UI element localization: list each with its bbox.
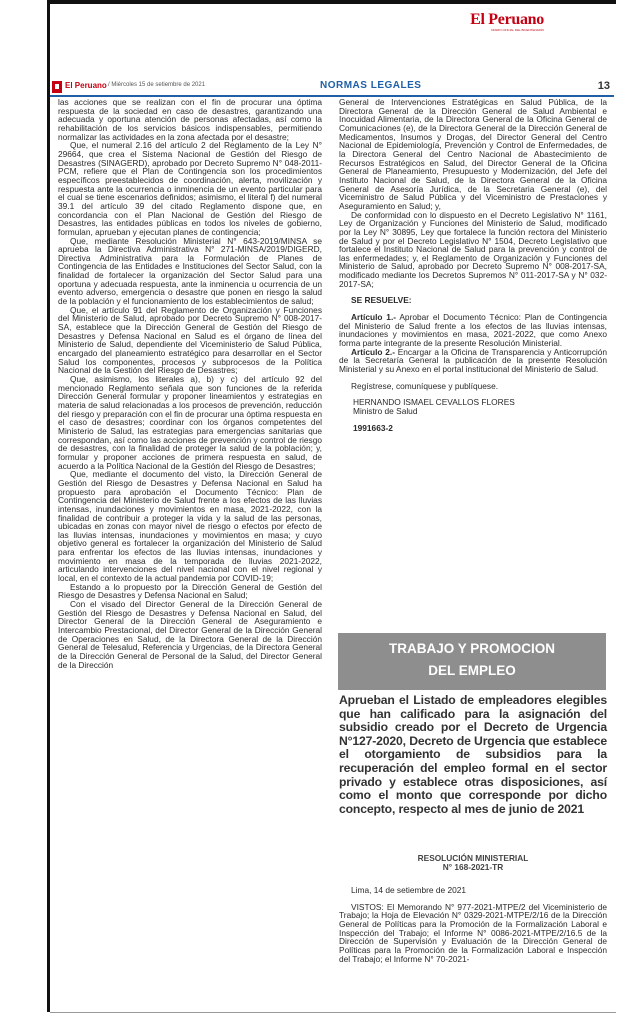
signer-title: Ministro de Salud [353,406,418,416]
left-border [47,0,50,1012]
resolution-title: RESOLUCIÓN MINISTERIAL [417,853,529,863]
article-text: Encargar a la Oficina de Transparencia y Anticorrupción de la Secretaría General la publicación de la presente Resolución Ministerial y su Anexo en el portal institucional del Ministerio de Salud. [339,346,608,375]
left-column [58,98,322,669]
paragraph: Que, mediante Resolución Ministerial N° 643-2019/MINSA se aprueba la Directiva Administrativa N° 271-MINSA/2019/DIGERD, Directiva Administrativa para la Formulación de Planes de Contingencia de las Entidades e Instituciones del Sector Salud, con la finalidad de fortalecer la organización del Sector Salud para una oportuna y adecuada respuesta, ante la inminencia u ocurrencia de un evento adverso, emergencia o desastre que ponen en riesgo la salud de la población y el funcionamiento de los establecimientos de salud; [58,235,322,307]
bottom-rule [50,1012,616,1013]
signer-name: HERNANDO ISMAEL CEVALLOS FLORES [353,397,515,408]
header-section: NORMAS LEGALES [320,80,422,91]
vistos-paragraph: VISTOS: El Memorando N° 977-2021-MTPE/2 del Viceministerio de Trabajo; la Hoja de Elevación N° 0329-2021-MTPE/2/16 de la Dirección General de Políticas para la Promoción de la Formalización Laboral e Inspección del Trabajo; el Informe N° 0086-2021-MTPE/2/16.5 de la Dirección de Supervisión y Evaluación de la Dirección General de Políticas para la Promoción de la Formalización Laboral e Inspección del Trabajo; el Informe N° 70-2021- [339,901,607,964]
paragraph: Que, el numeral 2.16 del artículo 2 del Reglamento de la Ley N° 29664, que crea el Sistema Nacional de Gestión del Riesgo de Desastres (SINAGERD), aprobado por Decreto Supremo N° 048-2011-PCM, refiere que el Plan de Contingencia son los procedimientos específicos preestablecidos de coordinación, alerta, movilización y respuesta ante la ocurrencia o inminencia de un evento particular para el cual se tiene escenarios definidos; asimismo, el literal f) del numeral 39.1 del artículo 39 del citado Reglamento dispone que, en concordancia con el Plan Nacional de Gestión del Riesgo de Desastres, las entidades públicas en todos los niveles de gobierno, formulan, aprueban y ejecutan planes de contingencia; [58,140,322,237]
masthead-tagline: DIARIO OFICIAL DEL BICENTENARIO [491,28,544,32]
document-number: 1991663-2 [353,422,393,433]
running-header [52,80,612,94]
paragraph: De conformidad con lo dispuesto en el Decreto Legislativo N° 1161, Ley de Organización y Funciones del Ministerio de Salud, modificado por la Ley N° 30895, Ley que fortalece la función rectora del Ministerio de Salud y por el Decreto Legislativo N° 1504, Decreto Legislativo que fortalece el Instituto Nacional de Salud para la prevención y control de las enfermedades; y, el Reglamento de Organización y Funciones del Ministerio de Salud, aprobado por Decreto Supremo N° 008-2017-SA, modificado mediante los Decretos Supremos N° 011-2017-SA y N° 032-2017-SA; [339,209,607,289]
article-2 [339,348,607,374]
resuelve-heading: SE RESUELVE: [351,295,412,306]
paragraph: las acciones que se realizan con el fin de procurar una óptima respuesta de la sociedad en caso de desastres, garantizando una adecuada y oportuna atención de personas afectadas, así como la rehabilitación de los servicios básicos indispensables, permitiendo normalizar las actividades en la zona afectada por el desastre; [58,97,322,142]
section-banner-line2: DEL EMPLEO [428,663,516,678]
header-date: / Miércoles 15 de setiembre de 2021 [108,82,206,88]
flag-icon [52,81,62,93]
paragraph: General de Intervenciones Estratégicas en Salud Pública, de la Directora General de la Dirección General de Salud Ambiental e Inocuidad Alimentaria, de la Directora General de la Oficina General de Comunicaciones (e), de la Directora General de la Dirección General de Medicamentos, Insumos y Drogas, del Director General del Centro Nacional de Epidemiología, Prevención y Control de Enfermedades, de la Directora General del Centro Nacional de Abastecimiento de Recursos Estratégicos en Salud, del Director General de la Oficina General de Planeamiento, Presupuesto y Modernización, del Jefe del Instituto Nacional de Salud, de la Directora General de la Oficina General de Asesoría Jurídica, de la Secretaria General (e), del Viceministro de Salud Pública y del Viceministro de Prestaciones y Aseguramiento en Salud; y, [339,97,607,211]
article-label: Artículo 2.- [351,346,395,357]
paragraph: Con el visado del Director General de la Dirección General de Gestión del Riesgo de Desastres y Defensa Nacional en Salud, del Director General de la Dirección General de Aseguramiento e Intercambio Prestacional, del Director General de la Dirección General de Operaciones en Salud, de la Directora General de la Dirección General de Telesalud, Referencia y Urgencias, de la Directora General de la Dirección General de Personal de la Salud, del Director General de la Dirección [58,599,322,670]
closing-formula: Regístrese, comuníquese y publíquese. [351,380,499,391]
section-banner [338,633,606,690]
paragraph: Estando a lo propuesto por la Dirección General de Gestión del Riesgo de Desastres y Defensa Nacional en Salud; [58,581,322,601]
paragraph: Que, el artículo 91 del Reglamento de Organización y Funciones del Ministerio de Salud, aprobado por Decreto Supremo N° 008-2017-SA, establece que la Dirección General de Gestión del Riesgo de Desastres y Defensa Nacional en Salud es el órgano de línea del Ministerio de Salud, dependiente del Viceministerio de Salud Pública, encargado del planeamiento estratégico para desarrollar en el Sector Salud los componentes, procesos y subprocesos de la Política Nacional de la Gestión del Riesgo de Desastres; [58,304,322,376]
article-label: Artículo 1.- [351,312,397,323]
right-column-bottom [339,886,607,963]
resolution-number: N° 168-2021-TR [442,862,504,872]
el-peruano-logo: El Peruano [470,11,544,28]
place-date: Lima, 14 de setiembre de 2021 [351,885,467,895]
section-banner-line1: TRABAJO Y PROMOCION [388,641,556,656]
norm-headline: Aprueban el Listado de empleadores elegibles que han calificado para la asignación del subsidio creado por el Decreto de Urgencia N°127-2020, Decreto de Urgencia que establece el otorgamiento de subsidios para la recuperación del empleo formal en el sector privado y establece otras disposiciones, así como el monto que corresponde por dicho concepto, respecto al mes de junio de 2021 [339,693,607,816]
article-1 [339,313,607,348]
article-text: Aprobar el Documento Técnico: Plan de Contingencia del Ministerio de Salud frente a los efectos de las lluvias intensas, inundaciones y movimientos en masa, 2021-2022, que como Anexo forma parte integrante de la presente Resolución Ministerial. [339,312,607,349]
right-column-top [339,98,607,432]
header-brand: El Peruano [65,81,107,90]
page-number: 13 [597,80,610,92]
newspaper-masthead [452,11,544,33]
paragraph: Que, asimismo, los literales a), b) y c) del artículo 92 del mencionado Reglamento señala que son funciones de la referida Dirección General formular y proponer lineamientos y estrategias en materia de salud relacionadas a los procesos de prevención, reducción del riesgo y preparación con el fin de procurar una óptima respuesta en el caso de desastres; coordinar con los órganos competentes del Ministerio de Salud, las estrategias para emergencias sanitarias que correspondan, así como las acciones de prevención y control de riesgo de desastres, con la finalidad de proteger la salud de la población; y, formular y proponer acciones de primera respuesta en salud, de acuerdo a la Política Nacional de la Gestión del Riesgo de Desastres; [58,374,322,471]
paragraph: Que, mediante el documento del visto, la Dirección General de Gestión del Riesgo de Desastres y Defensa Nacional en Salud ha propuesto para aprobación el Documento Técnico: Plan de Contingencia del Ministerio de Salud frente a los efectos de las lluvias intensas, inundaciones y movimientos en masa, 2021-2022, con la finalidad de contribuir a proteger la vida y la salud de las personas, ubicadas en zonas con mayor nivel de riesgo o efectos por efecto de las lluvias intensas, inundaciones y movimientos en masa; y cuyo objetivo general es fortalecer la organización del Ministerio de Salud para enfrentar los efectos de las lluvias intensas, inundaciones y movimiento en masa de la temporada de lluvias 2021-2022, articulando intervenciones del nivel nacional con el nivel regional y local, en el contexto de la actual pandemia por COVID-19; [58,469,322,584]
top-border [50,0,616,4]
